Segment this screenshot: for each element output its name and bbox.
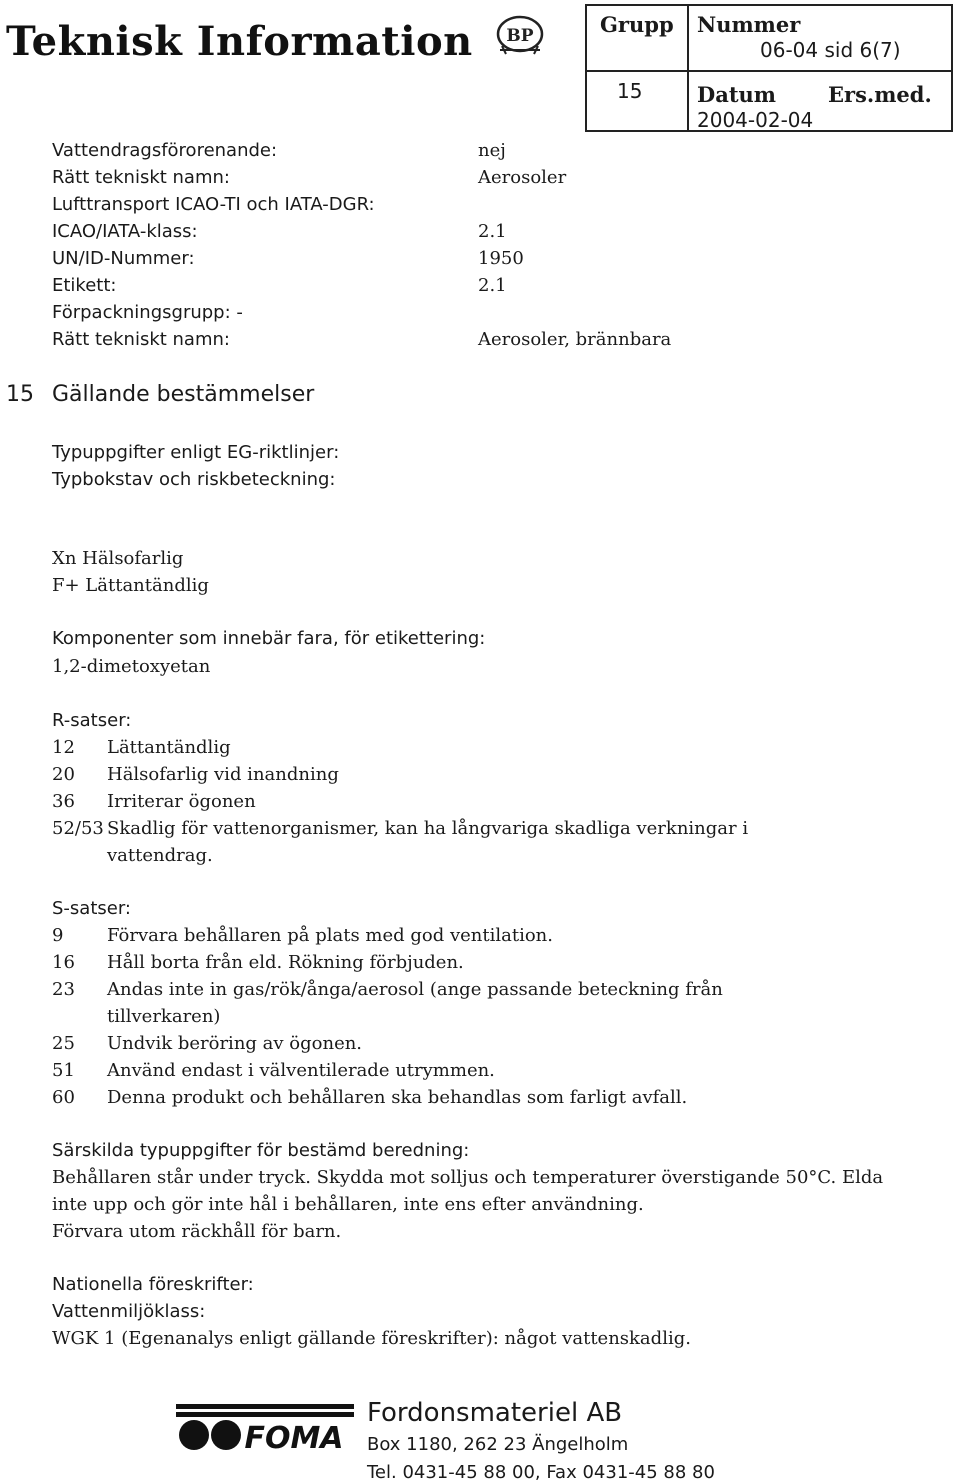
transport-value: 2.1 [478,221,507,242]
r-phrase-text: Hälsofarlig vid inandning [107,764,339,785]
r-phrase-code: 36 [52,791,75,812]
component-item: 1,2-dimetoxyetan [52,656,211,677]
logo-text: BP [506,26,534,46]
s-phrase-code: 9 [52,925,64,946]
nummer-label: Nummer [697,12,801,37]
national-text: WGK 1 (Egenanalys enligt gällande föreskrifter): något vattenskadlig. [52,1328,691,1349]
r-phrase-text-continued: vattendrag. [107,845,213,866]
r-phrase-text: Skadlig för vattenorganismer, kan ha långvariga skadliga verkningar i [107,818,749,839]
r-phrase-code: 20 [52,764,75,785]
r-phrase-text: Irriterar ögonen [107,791,256,812]
s-phrases-heading: S-satser: [52,898,131,919]
transport-label: Rätt tekniskt namn: [52,329,230,350]
s-phrase-text-continued: tillverkaren) [107,1006,221,1027]
transport-value: Aerosoler [478,167,567,188]
s-phrase-code: 16 [52,952,75,973]
hazard-symbol: F+ Lättantändlig [52,575,209,596]
national-heading: Nationella föreskrifter: [52,1274,254,1295]
transport-label: Rätt tekniskt namn: [52,167,230,188]
r-phrase-text: Lättantändlig [107,737,231,758]
eg-line: Typuppgifter enligt EG-riktlinjer: [52,442,340,463]
foma-logo-icon [176,1400,354,1452]
datum-label: Datum [697,82,777,107]
eg-line: Typbokstav och riskbeteckning: [52,469,336,490]
transport-value: 2.1 [478,275,507,296]
grupp-label: Grupp [600,12,674,37]
company-name: Fordonsmateriel AB [367,1398,623,1428]
ers-med-label: Ers.med. [828,82,932,107]
document-title: Teknisk Information [6,18,473,65]
grupp-value: 15 [617,79,643,103]
s-phrase-code: 25 [52,1033,75,1054]
transport-label: UN/ID-Nummer: [52,248,195,269]
bp-logo-icon [494,14,546,58]
s-phrase-text: Förvara behållaren på plats med god ventilation. [107,925,554,946]
company-phone: Tel. 0431-45 88 00, Fax 0431-45 88 80 [367,1462,715,1483]
datum-value: 2004-02-04 [697,108,814,132]
r-phrase-code: 12 [52,737,75,758]
s-phrase-text: Denna produkt och behållaren ska behandlas som farligt avfall. [107,1087,688,1108]
transport-label: Förpackningsgrupp: - [52,302,243,323]
special-line: inte upp och gör inte hål i behållaren, inte ens efter användning. [52,1194,644,1215]
s-phrase-code: 23 [52,979,75,1000]
r-phrase-code: 52/53 [52,818,104,839]
s-phrase-text: Undvik beröring av ögonen. [107,1033,363,1054]
transport-label: Etikett: [52,275,117,296]
transport-label: Vattendragsförorenande: [52,140,278,161]
section-title: Gällande bestämmelser [52,382,315,407]
national-subheading: Vattenmiljöklass: [52,1301,206,1322]
foma-logo-text: FOMA [244,1421,344,1452]
special-heading: Särskilda typuppgifter för bestämd beredning: [52,1140,470,1161]
section-number: 15 [6,382,34,407]
s-phrase-code: 60 [52,1087,75,1108]
s-phrase-code: 51 [52,1060,75,1081]
s-phrase-text: Håll borta från eld. Rökning förbjuden. [107,952,464,973]
transport-label: ICAO/IATA-klass: [52,221,198,242]
s-phrase-text: Andas inte in gas/rök/ånga/aerosol (ange passande beteckning från [107,979,723,1000]
s-phrase-text: Använd endast i välventilerade utrymmen. [107,1060,495,1081]
company-address: Box 1180, 262 23 Ängelholm [367,1434,629,1455]
transport-label: Lufttransport ICAO-TI och IATA-DGR: [52,194,375,215]
special-line: Behållaren står under tryck. Skydda mot solljus och temperaturer överstigande 50°C. Elda [52,1167,884,1188]
hazard-symbol: Xn Hälsofarlig [52,548,184,569]
transport-value: 1950 [478,248,524,269]
special-line: Förvara utom räckhåll för barn. [52,1221,342,1242]
components-heading: Komponenter som innebär fara, för etikettering: [52,628,486,649]
transport-value: Aerosoler, brännbara [478,329,672,350]
nummer-value: 06-04 sid 6(7) [760,38,901,62]
r-phrases-heading: R-satser: [52,710,132,731]
transport-value: nej [478,140,506,161]
